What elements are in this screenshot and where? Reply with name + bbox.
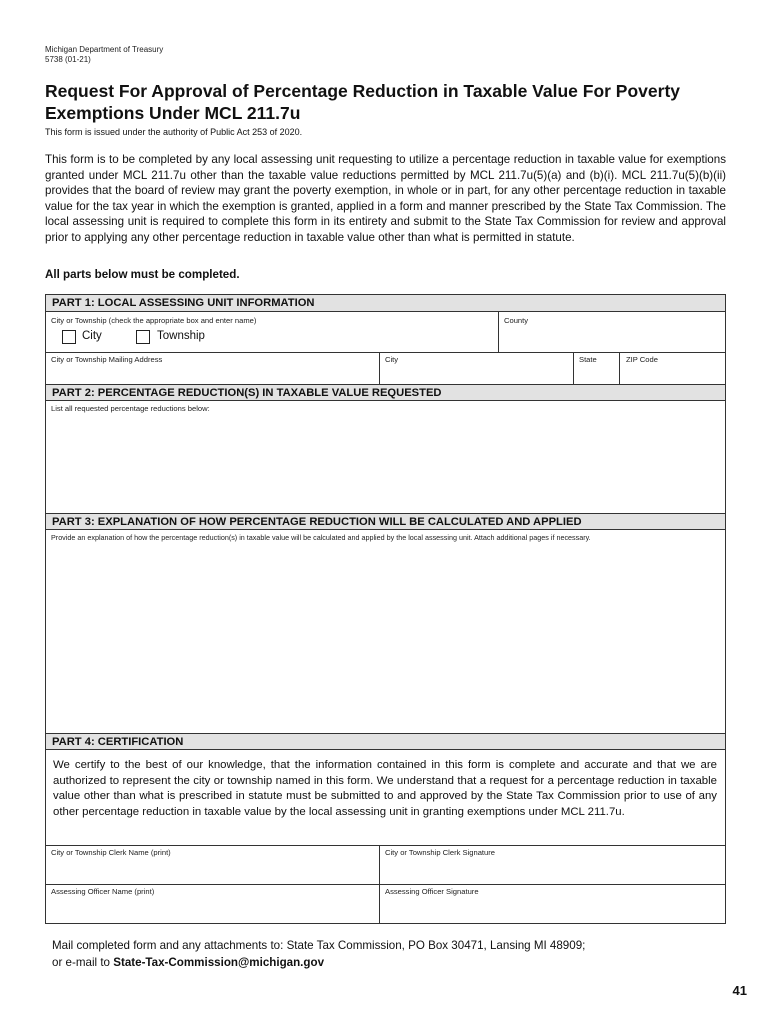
authority-note: This form is issued under the authority of Public Act 253 of 2020. bbox=[45, 127, 303, 137]
state-field[interactable] bbox=[574, 353, 619, 384]
clerk-name-label: City or Township Clerk Name (print) bbox=[51, 848, 171, 857]
mailing-instructions bbox=[52, 938, 585, 971]
part2-instruction: List all requested percentage reductions below: bbox=[51, 404, 210, 413]
explanation-field[interactable] bbox=[46, 531, 725, 733]
zip-label: ZIP Code bbox=[626, 355, 658, 364]
zip-field[interactable] bbox=[620, 353, 725, 384]
township-checkbox[interactable] bbox=[136, 330, 150, 344]
officer-signature-label: Assessing Officer Signature bbox=[385, 887, 479, 896]
township-option-label: Township bbox=[157, 330, 205, 342]
email-line bbox=[52, 955, 585, 972]
part2-heading: PART 2: PERCENTAGE REDUCTION(S) IN TAXABLE VALUE REQUESTED bbox=[46, 384, 725, 401]
part3-instruction: Provide an explanation of how the percentage reduction(s) in taxable value will be calculated and applied by the local assessing unit. Attach additional pages if necessary. bbox=[51, 533, 591, 542]
percentage-reductions-field[interactable] bbox=[46, 402, 725, 513]
city-township-label: City or Township (check the appropriate box and enter name) bbox=[51, 316, 257, 325]
page-number: 41 bbox=[732, 983, 747, 998]
certification-statement: We certify to the best of our knowledge, that the information contained in this form is complete and accurate and that we are authorized to represent the city or township named in this form. We understand that a request for a percentage reduction in taxable value other than what is prescribed in statute must be submitted to and approved by the State Tax Commission prior to use of any other percentage reduction in taxable value by the local assessing unit in granting exemptions under MCL 211.7u. bbox=[53, 759, 717, 818]
county-field[interactable] bbox=[499, 312, 725, 352]
officer-signature-field[interactable] bbox=[380, 885, 725, 923]
city-field[interactable] bbox=[380, 353, 573, 384]
clerk-signature-field[interactable] bbox=[380, 846, 725, 884]
mailing-address-field[interactable] bbox=[46, 353, 379, 384]
agency-name: Michigan Department of Treasury bbox=[45, 45, 164, 54]
part4-heading: PART 4: CERTIFICATION bbox=[46, 733, 725, 750]
mail-address-line: Mail completed form and any attachments to: State Tax Commission, PO Box 30471, Lansing MI 48909; bbox=[52, 939, 586, 952]
form-number: 5738 (01-21) bbox=[45, 55, 91, 64]
part3-heading: PART 3: EXPLANATION OF HOW PERCENTAGE REDUCTION WILL BE CALCULATED AND APPLIED bbox=[46, 513, 725, 530]
form-title: Request For Approval of Percentage Reduction in Taxable Value For Poverty Exemptions Under MCL 211.7u bbox=[45, 81, 681, 123]
clerk-signature-label: City or Township Clerk Signature bbox=[385, 848, 496, 857]
officer-name-field[interactable] bbox=[46, 885, 379, 923]
intro-paragraph: This form is to be completed by any local assessing unit requesting to utilize a percentage reduction in taxable value for exemptions granted under MCL 211.7u other than the taxable value reductions permitted by MCL 211.7u(5)(a) and (b)(i). MCL 211.7u(5)(b)(ii) provides that the board of review may grant the poverty exemption, in whole or in part, for any other percentage reduction in taxable value for the tax year in which the exemption is granted, applied in a form and manner prescribed by the State Tax Commission. The local assessing unit is required to complete this form in its entirety and submit to the State Tax Commission for review and approval prior to applying any other percentage reduction in taxable value other than what is permitted in statute. bbox=[45, 153, 726, 244]
mailing-address-label: City or Township Mailing Address bbox=[51, 355, 163, 364]
agency-header bbox=[45, 45, 163, 65]
all-parts-note: All parts below must be completed. bbox=[45, 268, 240, 281]
part1-heading: PART 1: LOCAL ASSESSING UNIT INFORMATION bbox=[46, 295, 725, 312]
county-label: County bbox=[504, 316, 529, 325]
city-township-name-field[interactable] bbox=[226, 329, 494, 349]
email-address: State-Tax-Commission@michigan.gov bbox=[113, 955, 325, 969]
officer-name-label: Assessing Officer Name (print) bbox=[51, 887, 155, 896]
city-checkbox[interactable] bbox=[62, 330, 76, 344]
city-label: City bbox=[385, 355, 399, 364]
clerk-name-field[interactable] bbox=[46, 846, 379, 884]
email-prefix: or e-mail to bbox=[52, 955, 114, 969]
form-body bbox=[45, 294, 726, 924]
city-option-label: City bbox=[82, 330, 102, 342]
state-label: State bbox=[579, 355, 597, 364]
